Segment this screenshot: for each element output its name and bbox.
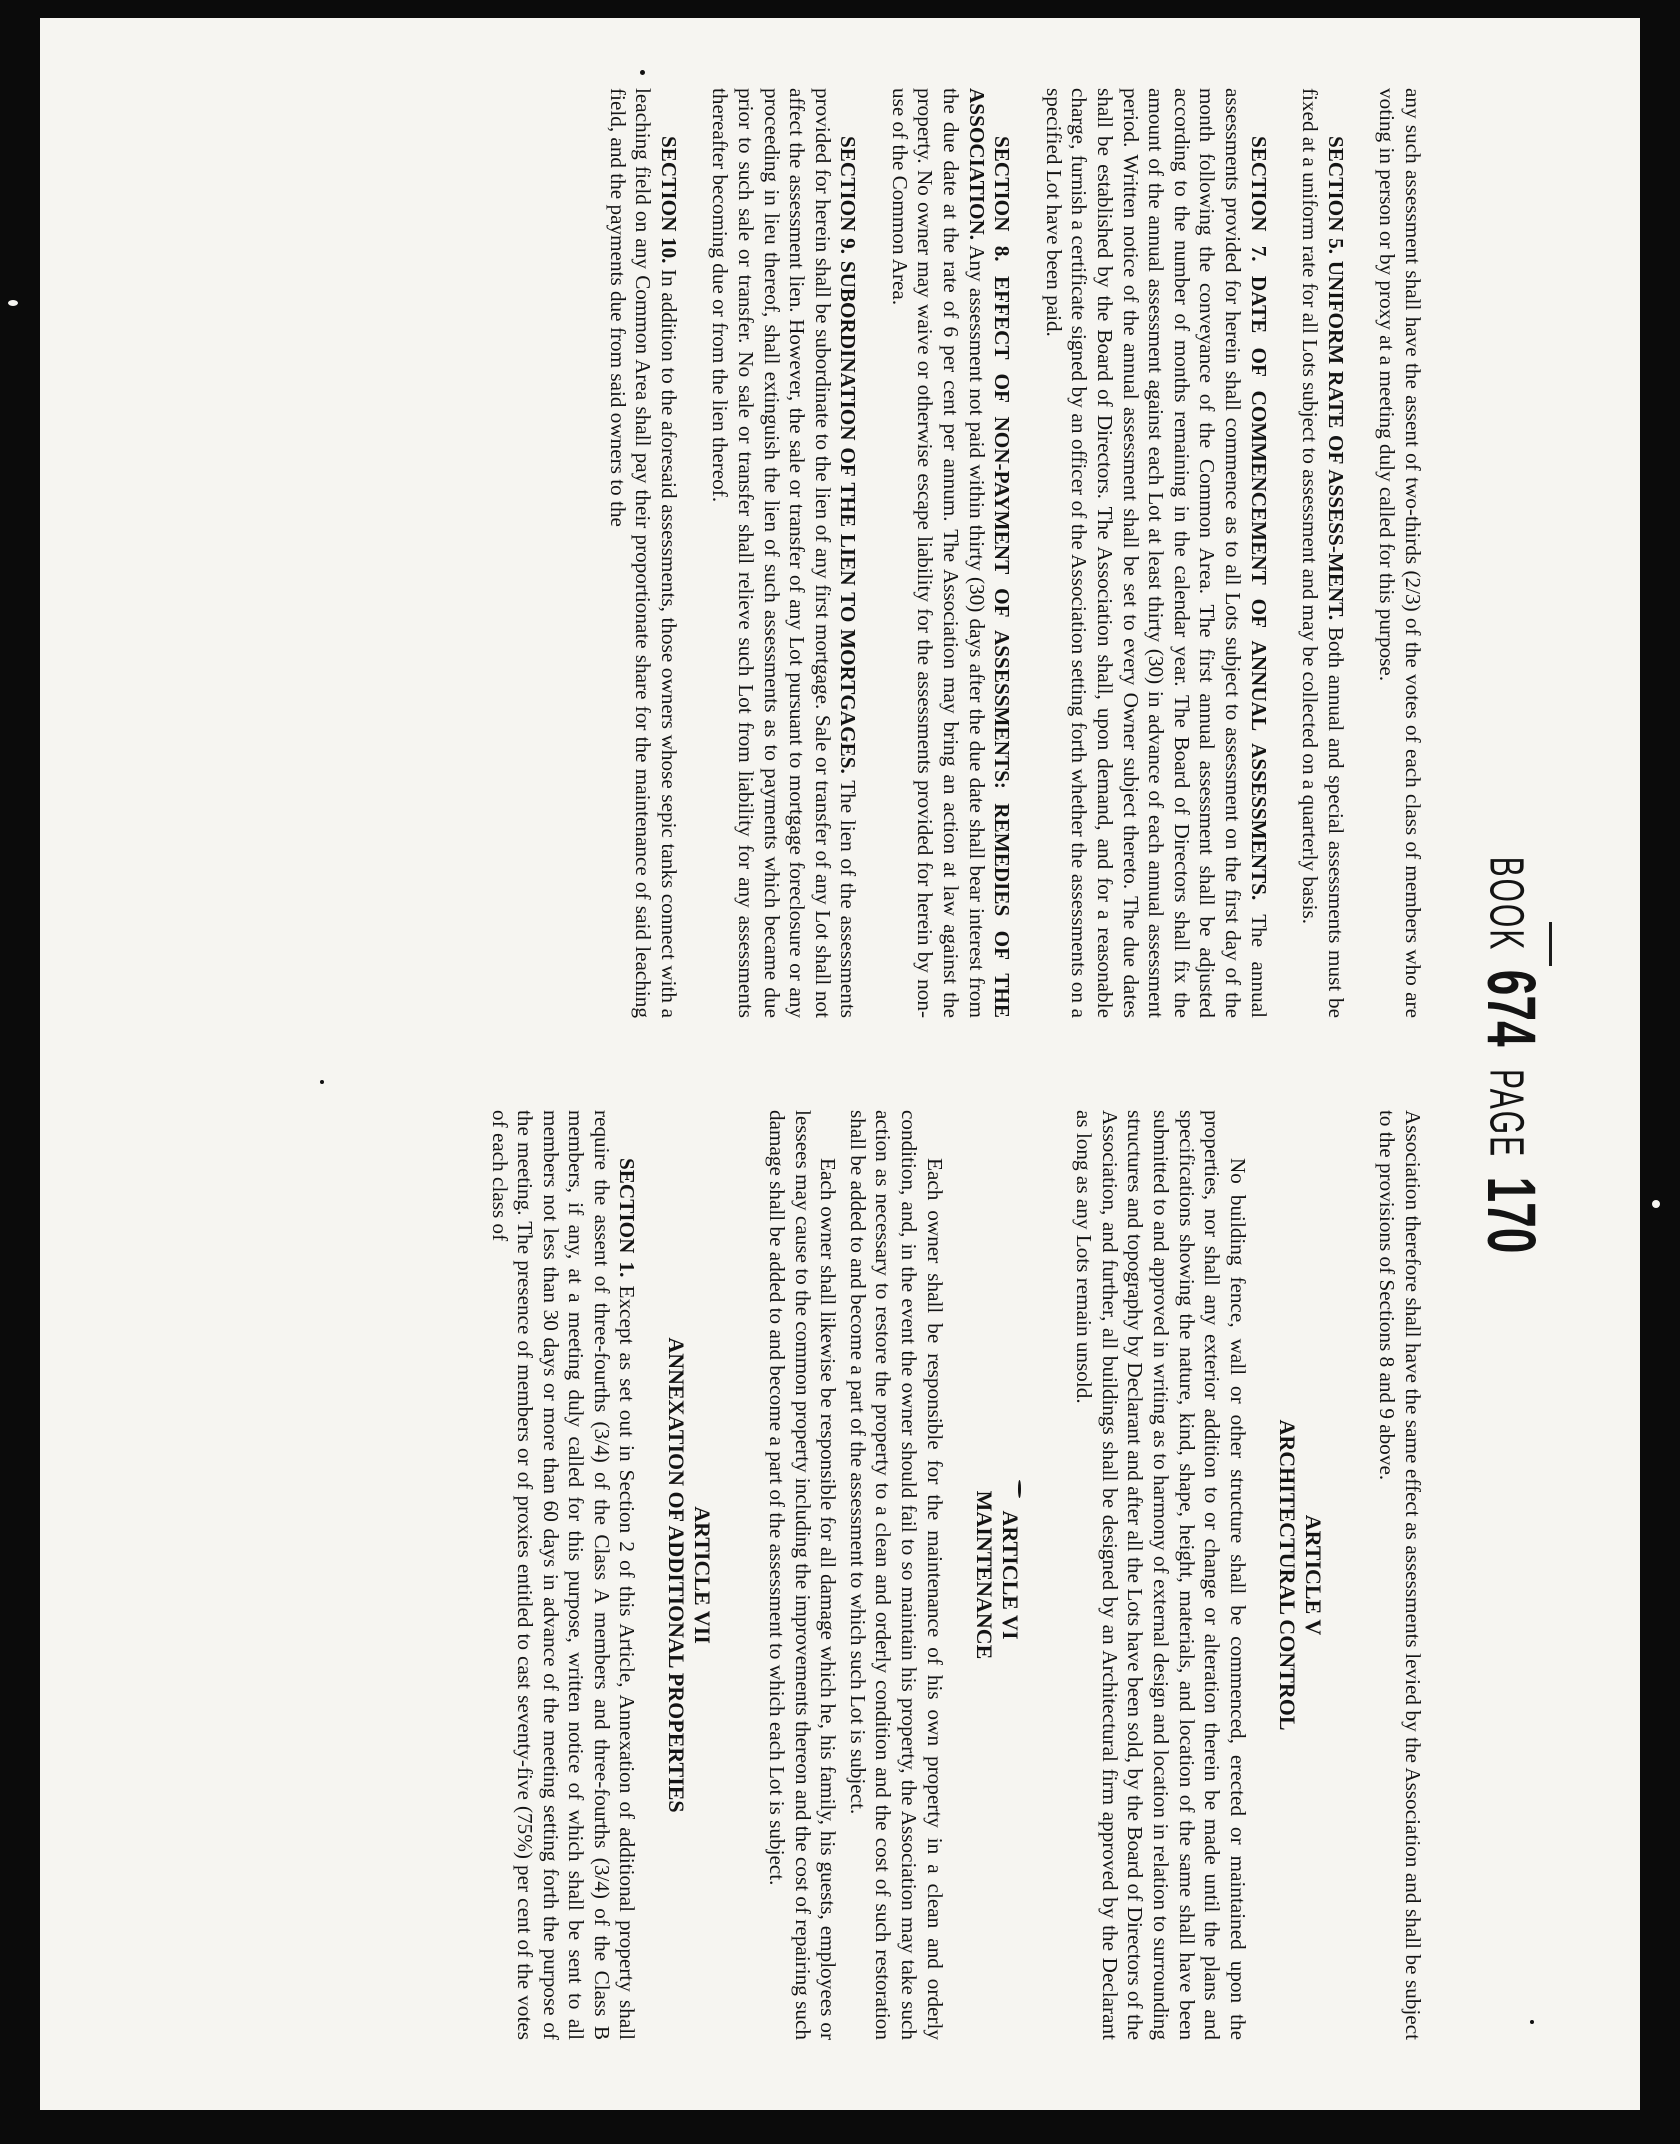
article-7-section-1-body: Except as set out in Section 2 of this Article, Annexation of additional property shall require the assent of three-fourths (3/4) of the Class A members and three-fourths (3/4) of the Class B members, if any, at a meeting duly called for this purpose, written notice of which shall be sent to all members not less than 30 days or more than 60 days in advance of the meeting setting forth the purpose of the meeting. The presence of members or of proxies entitled to cast seventy-five (75%) per cent of the votes of each class of — [487, 1110, 640, 2040]
article-6-number: ARTICLE VI — [997, 1510, 1023, 1640]
book-number: 674 — [1473, 969, 1551, 1047]
section-9-heading: SECTION 9. SUBORDINATION OF THE LIEN TO MORTGAGES. — [836, 136, 861, 774]
scan-speck — [1652, 1200, 1660, 1208]
article-5-title: ARCHITECTURAL CONTROL — [1274, 1419, 1300, 1731]
book-label: BOOK — [1479, 856, 1533, 952]
right-column — [100, 1110, 1425, 2040]
page-label: PAGE — [1479, 1069, 1533, 1159]
article-7-number: ARTICLE VII — [690, 1506, 716, 1644]
section-8-body: Any assessment not paid within thirty (30) days after the due date shall bear interest from the due date at the rate of 6 per cent per annum. The Association may bring an action at law against the property. No owner may waive or otherwise escape liability for the assessments provided for herein by non-use of the Common Area. — [887, 88, 989, 1018]
section-9-body: The lien of the assessments provided for herein shall be subordinate to the lien of any first mortgage. Sale or transfer of any Lot shall not affect the assessment lien. However, the sale or transfer of any Lot pursuant to mortgage foreclosure or any proceeding in lieu thereof, shall extinguish the lien of such assessments as to payments which became due prior to such sale or transfer. No sale or transfer shall relieve such Lot from liability for any assessments thereafter becoming due or from the lien thereof. — [708, 88, 861, 1018]
section-8 — [886, 88, 1014, 1018]
article-6-paragraph-2: Each owner shall likewise be responsible for all damage which he, his family, his guests, employees or lessees may cause to the common property including the improvements thereon and the cost of repairing such damage shall be added to and become a part of the assessment to which each Lot is subject. — [765, 1110, 841, 2040]
article-6 — [764, 1110, 1023, 2040]
scan-speck — [320, 1080, 324, 1084]
article-5-body: No building fence, wall or other structure shall be commenced, erected or maintained upon the properties, nor shall any exterior addition to or change or alteration therein be made until the plans and specifications showing the nature, kind, shape, height, materials, and location of the same shall have been submitted to and approved in writing as to harmony of external design and location in relation to surrounding structures and topography by Declarant and after all the Lots have been sold, by the Board of Directors of the Association, and further, all buildings shall be designed by an Architectural firm approved by the Declarant as long as any Lots remain unsold. — [1072, 1110, 1250, 2040]
left-column — [100, 88, 1425, 1018]
article-7-section-1-heading: SECTION 1. — [615, 1158, 640, 1278]
document-page — [40, 18, 1640, 2110]
section-10-body: In addition to the aforesaid assessments, those owners whose sepic tanks connect with a leaching field on any Common Area shall pay their proportionate share for the maintenance of said leaching field, and the payments due from said owners to the — [605, 88, 681, 1018]
scan-speck — [1018, 1480, 1021, 1498]
page-number: 170 — [1473, 1176, 1551, 1254]
paragraph-continuation-right: Association therefore shall have the same effect as assessments levied by the Association and shall be subject to the provisions of Sections 8 and 9 above. — [1375, 1110, 1425, 2040]
scan-speck — [1530, 2020, 1534, 2024]
article-5 — [1071, 1110, 1326, 2040]
paragraph-continuation: any such assessment shall have the assent of two-thirds (2/3) of the votes of each class of members who are voting in person or by proxy at a meeting duly called for this purpose. — [1375, 88, 1425, 1018]
section-5-heading: SECTION 5. UNIFORM RATE OF ASSESS-MENT. — [1323, 136, 1348, 621]
section-5-body: Both annual and special assessments must be fixed at a uniform rate for all Lots subject to assessment and may be collected on a quarterly basis. — [1298, 88, 1348, 1018]
scan-speck — [8, 300, 18, 306]
section-8-heading: SECTION 8. EFFECT OF NON-PAYMENT OF ASSESSMENTS: REMEDIES OF THE ASSOCIATION. — [964, 88, 1015, 1018]
rotated-text-frame — [40, 18, 1640, 2110]
section-10-heading: SECTION 10. — [656, 136, 681, 264]
scan-speck — [640, 70, 645, 75]
section-7-heading: SECTION 7. DATE OF COMMENCEMENT OF ANNUAL ASSESSMENTS. — [1246, 136, 1271, 901]
page-header — [1473, 18, 1552, 2110]
section-10 — [604, 88, 681, 1018]
section-7 — [1040, 88, 1270, 1018]
header-rule — [1549, 922, 1552, 966]
article-7-section-1 — [486, 1110, 640, 2040]
section-7-body: The annual assessments provided for herein shall commence as to all Lots subject to assessment on the first day of the month following the conveyance of the Common Area. The first annual assessment shall be adjusted according to the number of months remaining in the calendar year. The Board of Directors shall fix the amount of the annual assessment against each Lot at least thirty (30) in advance of each annual assessment period. Written notice of the annual assessment shall be set to every Owner subject thereto. The due dates shall be established by the Board of Directors. The Association shall, upon demand, and for a reasonable charge, furnish a certificate signed by an officer of the Association setting forth whether the assessments on a specified Lot have been paid. — [1041, 88, 1271, 1018]
article-7-title: ANNEXATION OF ADDITIONAL PROPERTIES — [664, 1337, 690, 1813]
section-9 — [707, 88, 861, 1018]
article-7 — [486, 1110, 716, 2040]
section-5 — [1297, 88, 1348, 1018]
article-5-number: ARTICLE V — [1300, 1514, 1326, 1636]
article-6-paragraph-1: Each owner shall be responsible for the maintenance of his own property in a clean and orderly condition, and, in the event the owner should fail to so maintain his property, the Association may take such action as necessary to restore the property to a clean and orderly condition and the cost of such restoration shall be added to and become a part of the assessment to which such Lot is subject. — [845, 1110, 947, 2040]
article-6-title: MAINTENANCE — [971, 1490, 997, 1660]
text-columns — [100, 88, 1425, 2040]
